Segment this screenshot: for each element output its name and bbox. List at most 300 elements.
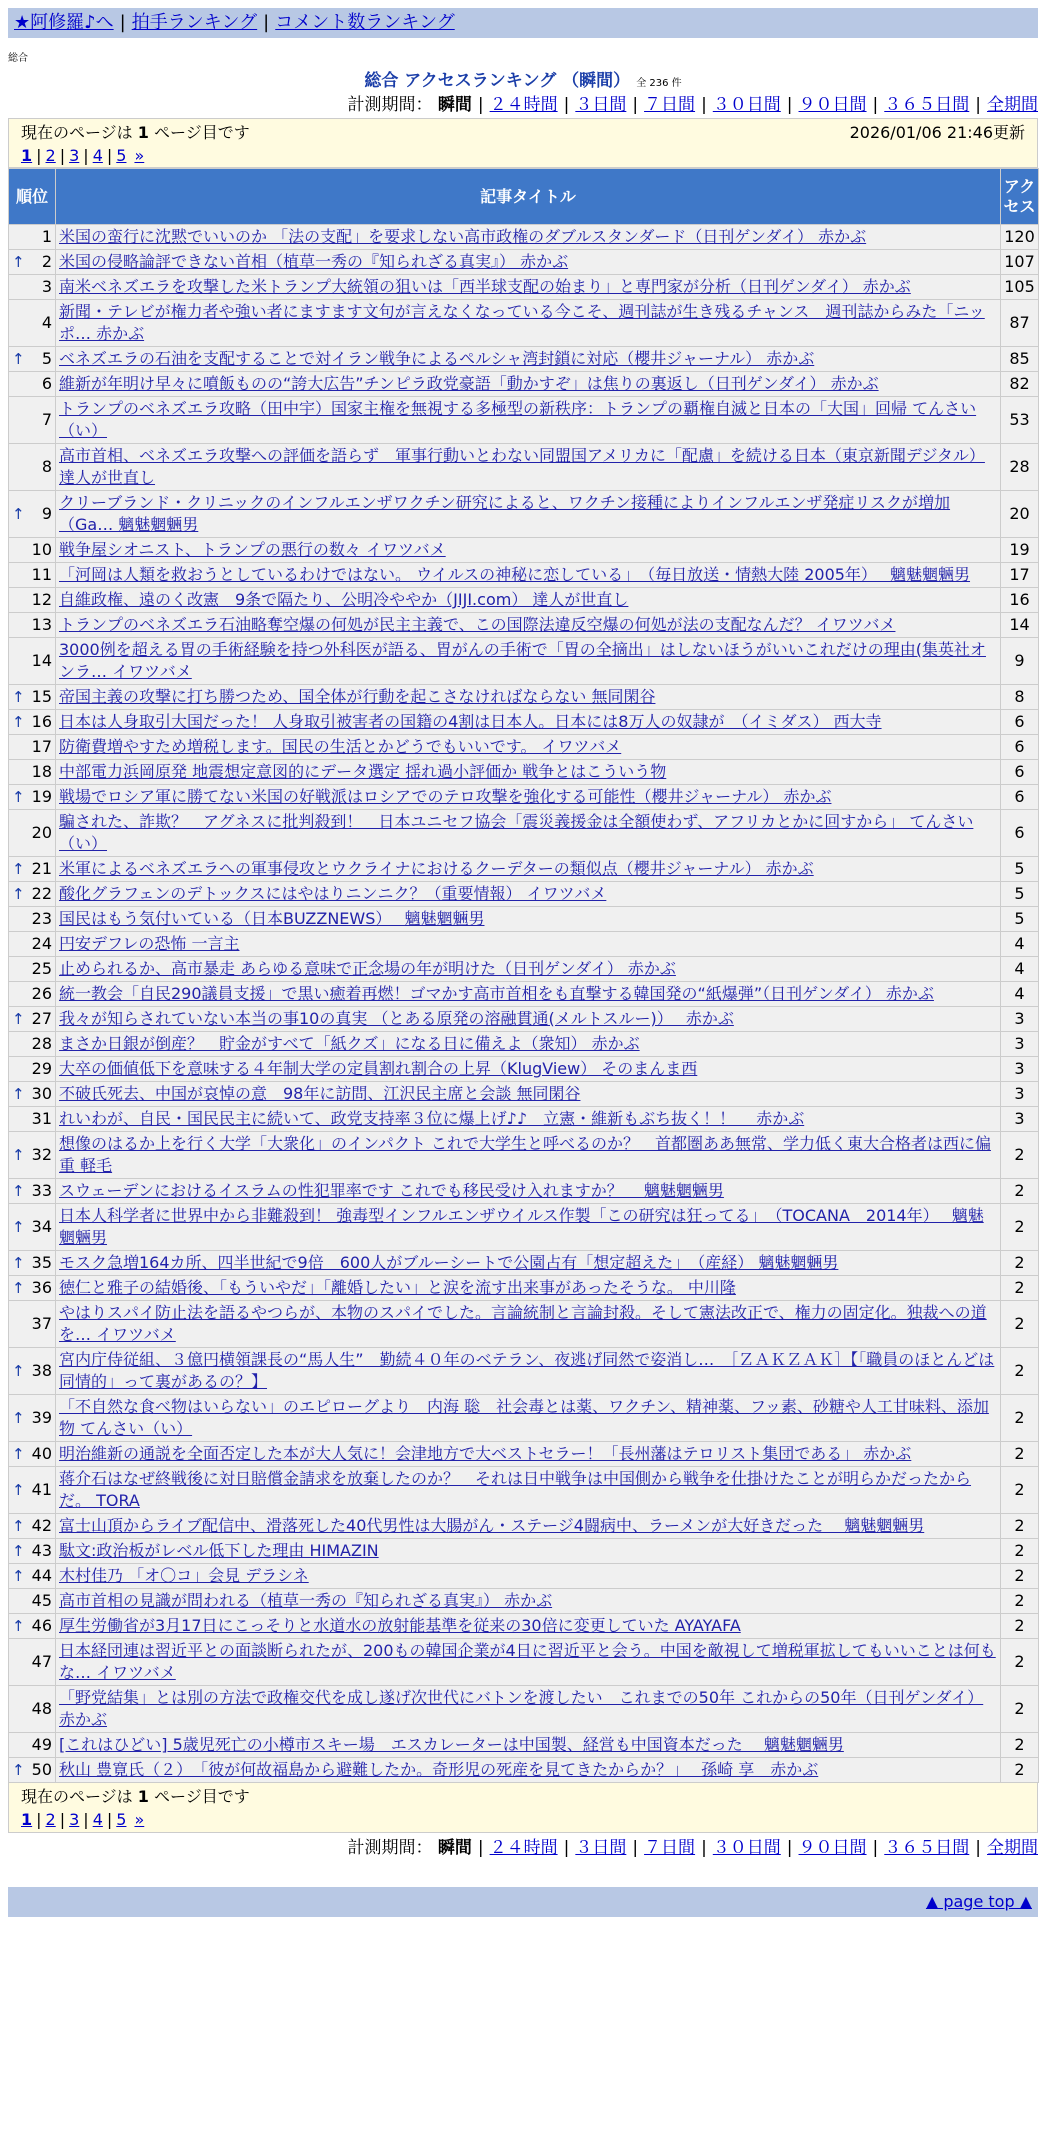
pager-page-3[interactable]: 3 <box>69 1810 80 1829</box>
article-link[interactable]: やはりスパイ防止法を語るやつらが、本物のスパイでした。言論統制と言論封殺。そして憲法改正で、権力の固定化。独裁への道を… イワツバメ <box>59 1303 987 1344</box>
rank-cell <box>9 397 56 444</box>
rank-cell <box>9 932 56 957</box>
table-row <box>9 1442 1039 1467</box>
access-count: 2 <box>1001 1589 1039 1614</box>
article-link[interactable]: 日本経団連は習近平との面談断られたが、200もの韓国企業が4日に習近平と会う。中国を敵視して増税軍拡してもいいことは何もな… イワツバメ <box>59 1641 996 1682</box>
article-link[interactable]: 秋山 豊寛氏（２） 「彼が何故福島から避難したか。奇形児の死産を見てきたからか？」 孫崎 享 赤かぶ <box>59 1760 819 1779</box>
title-cell <box>56 347 1001 372</box>
rank-number: 31 <box>31 1109 52 1128</box>
rank-number: 4 <box>41 313 52 332</box>
rank-cell <box>9 1107 56 1132</box>
rank-number: 47 <box>31 1652 52 1671</box>
period-link-365d[interactable]: ３６５日間 <box>884 95 970 115</box>
pager-page-1[interactable]: 1 <box>21 1810 33 1829</box>
page-top-link[interactable]: ▲ page top ▲ <box>925 1892 1032 1911</box>
rank-cell <box>9 300 56 347</box>
title-cell <box>56 1007 1001 1032</box>
table-row <box>9 250 1039 275</box>
rank-cell <box>9 372 56 397</box>
pager-page-4[interactable]: 4 <box>92 1810 103 1829</box>
rank-up-arrow-icon: ↑ <box>12 1567 25 1585</box>
rank-up-arrow-icon: ↑ <box>12 1761 25 1779</box>
table-row <box>9 444 1039 491</box>
access-count: 2 <box>1001 1467 1039 1514</box>
period-link-90d[interactable]: ９０日間 <box>798 1838 867 1858</box>
article-link[interactable]: ベネズエラの石油を支配することで対イラン戦争によるペルシャ湾封鎖に対応（櫻井ジャーナル） 赤かぶ <box>59 349 815 368</box>
rank-number: 38 <box>31 1361 52 1380</box>
title-cell <box>56 1251 1001 1276</box>
rank-number: 11 <box>31 565 52 584</box>
article-link[interactable]: 国民はもう気付いている（日本BUZZNEWS） 魑魅魍魎男 <box>59 909 485 928</box>
pager-bottom: 1 | 2 | 3 | 4 | 5 » <box>21 1810 145 1829</box>
rank-cell <box>9 1733 56 1758</box>
rank-cell <box>9 1639 56 1686</box>
access-count: 4 <box>1001 982 1039 1007</box>
rank-number: 12 <box>31 590 52 609</box>
title-cell <box>56 1032 1001 1057</box>
article-link[interactable]: 明治維新の通説を全面否定した本が大人気に！会津地方で大ベストセラー！「長州藩はテロリスト集団である」 赤かぶ <box>59 1444 912 1463</box>
header-rank: 順位 <box>9 169 56 225</box>
rank-up-arrow-icon: ↑ <box>12 788 25 806</box>
rank-up-arrow-icon: ↑ <box>12 860 25 878</box>
ranking-table-body <box>9 225 1039 1783</box>
title-cell <box>56 397 1001 444</box>
rank-number: 26 <box>31 984 52 1003</box>
access-count: 14 <box>1001 613 1039 638</box>
rank-cell <box>9 1348 56 1395</box>
nav-link-asyura[interactable]: ★阿修羅♪へ <box>14 12 114 33</box>
pager-next[interactable]: » <box>134 146 145 165</box>
article-link[interactable]: 円安デフレの恐怖 一言主 <box>59 934 240 953</box>
rank-number: 49 <box>31 1735 52 1754</box>
rank-number: 43 <box>31 1541 52 1560</box>
rank-cell <box>9 613 56 638</box>
table-row <box>9 1686 1039 1733</box>
rank-cell <box>9 1539 56 1564</box>
rank-cell <box>9 638 56 685</box>
header-title: 記事タイトル <box>56 169 1001 225</box>
access-count: 2 <box>1001 1539 1039 1564</box>
period-link-90d[interactable]: ９０日間 <box>798 95 867 115</box>
period-link-3d[interactable]: ３日間 <box>575 95 627 115</box>
period-link-30d[interactable]: ３０日間 <box>712 95 781 115</box>
rank-number: 7 <box>41 410 52 429</box>
total-count: 全 236 件 <box>636 78 682 89</box>
rank-cell <box>9 685 56 710</box>
rank-number: 36 <box>31 1278 52 1297</box>
article-link[interactable]: 富士山頂からライブ配信中、滑落死した40代男性は大腸がん・ステージ4闘病中、ラーメンが大好きだった 魑魅魍魎男 <box>59 1516 925 1535</box>
article-link[interactable]: 止められるか、高市暴走 あらゆる意味で正念場の年が明けた（日刊ゲンダイ） 赤かぶ <box>59 959 676 978</box>
title-cell <box>56 563 1001 588</box>
title-cell <box>56 1276 1001 1301</box>
title-cell <box>56 1733 1001 1758</box>
access-count: 2 <box>1001 1639 1039 1686</box>
rank-number: 40 <box>31 1444 52 1463</box>
rank-cell <box>9 1007 56 1032</box>
access-count: 2 <box>1001 1395 1039 1442</box>
access-count: 3 <box>1001 1107 1039 1132</box>
access-count: 2 <box>1001 1276 1039 1301</box>
access-count: 2 <box>1001 1564 1039 1589</box>
rank-up-arrow-icon: ↑ <box>12 885 25 903</box>
access-count: 3 <box>1001 1032 1039 1057</box>
title-cell <box>56 710 1001 735</box>
title-cell <box>56 1514 1001 1539</box>
rank-cell <box>9 735 56 760</box>
article-link[interactable]: 騙された、詐欺？ アグネスに批判殺到！ 日本ユニセフ協会「震災義援金は全額使わず、アフリカとかに回すから」 てんさい（い） <box>59 812 974 853</box>
rank-up-arrow-icon: ↑ <box>12 1617 25 1635</box>
title-cell <box>56 491 1001 538</box>
title-cell <box>56 932 1001 957</box>
title-cell <box>56 372 1001 397</box>
title-cell <box>56 1348 1001 1395</box>
rank-up-arrow-icon: ↑ <box>12 1517 25 1535</box>
rank-cell <box>9 1564 56 1589</box>
table-row <box>9 1348 1039 1395</box>
access-count: 6 <box>1001 810 1039 857</box>
rank-up-arrow-icon: ↑ <box>12 688 25 706</box>
pager-page-2[interactable]: 2 <box>45 146 56 165</box>
access-count: 82 <box>1001 372 1039 397</box>
access-count: 105 <box>1001 275 1039 300</box>
article-link[interactable]: トランプのベネズエラ攻略（田中宇）国家主権を無視する多極型の新秩序：トランプの覇権自滅と日本の「大国」回帰 てんさい（い） <box>59 399 977 440</box>
rank-cell <box>9 882 56 907</box>
rank-number: 21 <box>31 859 52 878</box>
rank-number: 5 <box>41 349 52 368</box>
pager-page-5[interactable]: 5 <box>116 146 127 165</box>
article-link[interactable]: 自維政権、遠のく改憲 9条で隔たり、公明冷ややか（JIJI.com） 達人が世直し <box>59 590 629 609</box>
article-link[interactable]: 不破氏死去、中国が哀悼の意 98年に訪問、江沢民主席と会談 無同閑谷 <box>59 1084 581 1103</box>
table-row <box>9 491 1039 538</box>
table-row <box>9 275 1039 300</box>
page-info-top <box>8 118 1038 168</box>
article-link[interactable]: 3000例を超える胃の手術経験を持つ外科医が語る、胃がんの手術で「胃の全摘出」はしないほうがいいこれだけの理由(集英社オンラ… イワツバメ <box>59 640 986 681</box>
article-link[interactable]: 宮内庁侍従組、３億円横領課長の“馬人生” 勤続４０年のベテラン、夜逃げ同然で姿消し… ［ＺＡＫＺＡＫ］【「職員のほとんどは同情的」って裏があるの？】 <box>59 1350 995 1391</box>
title-cell <box>56 760 1001 785</box>
access-count: 3 <box>1001 1057 1039 1082</box>
access-count: 5 <box>1001 882 1039 907</box>
table-row <box>9 1589 1039 1614</box>
pager-page-3[interactable]: 3 <box>69 146 80 165</box>
article-link[interactable]: 米国の蛮行に沈黙でいいのか 「法の支配」を要求しない高市政権のダブルスタンダード（日刊ゲンダイ） 赤かぶ <box>59 227 867 246</box>
period-current: 瞬間 <box>437 95 472 115</box>
rank-cell <box>9 538 56 563</box>
access-count: 2 <box>1001 1301 1039 1348</box>
rank-number: 6 <box>41 374 52 393</box>
rank-number: 37 <box>31 1314 52 1333</box>
rank-cell <box>9 1251 56 1276</box>
table-row <box>9 613 1039 638</box>
access-count: 8 <box>1001 685 1039 710</box>
period-selector-top: 計測期間： 瞬間 | ２４時間 | ３日間 | ７日間 | ３０日間 | ９０日間 | ３６５日間 | 全期間 <box>347 95 1038 115</box>
article-link[interactable]: 我々が知らされていない本当の事10の真実 （とある原発の溶融貫通(メルトスルー)） 赤かぶ <box>59 1009 734 1028</box>
article-link[interactable]: 維新が年明け早々に噴飯ものの“誇大広告”チンピラ政党豪語「動かすぞ」は焦りの裏返し（日刊ゲンダイ） 赤かぶ <box>59 374 879 393</box>
rank-cell <box>9 1467 56 1514</box>
article-link[interactable]: 帝国主義の攻撃に打ち勝つため、国全体が行動を起こさなければならない 無同閑谷 <box>59 687 656 706</box>
rank-up-arrow-icon: ↑ <box>12 350 25 368</box>
rank-number: 42 <box>31 1516 52 1535</box>
rank-number: 30 <box>31 1084 52 1103</box>
table-row <box>9 760 1039 785</box>
access-count: 2 <box>1001 1179 1039 1204</box>
article-link[interactable]: 統一教会「自民290議員支援」で黒い癒着再燃！ゴマかす高市首相をも直撃する韓国発の“紙爆弾”（日刊ゲンダイ） 赤かぶ <box>59 984 934 1003</box>
rank-up-arrow-icon: ↑ <box>12 1146 25 1164</box>
rank-cell <box>9 907 56 932</box>
page-info-bottom <box>8 1783 1038 1833</box>
article-link[interactable]: 日本人科学者に世界中から非難殺到！ 強毒型インフルエンザウイルス作製「この研究は狂ってる」 （TOCANA 2014年） 魑魅魍魎男 <box>59 1206 984 1247</box>
rank-number: 45 <box>31 1591 52 1610</box>
article-link[interactable]: 南米ベネズエラを攻撃した米トランプ大統領の狙いは「西半球支配の始まり」と専門家が分析（日刊ゲンダイ） 赤かぶ <box>59 277 911 296</box>
table-row <box>9 982 1039 1007</box>
table-row <box>9 710 1039 735</box>
title-cell <box>56 1301 1001 1348</box>
article-link[interactable]: [これはひどい] 5歳児死亡の小樽市スキー場 エスカレーターは中国製、経営も中国資本だった 魑魅魍魎男 <box>59 1735 844 1754</box>
table-row <box>9 1614 1039 1639</box>
rank-up-arrow-icon: ↑ <box>12 1254 25 1272</box>
article-link[interactable]: 米国の侵略論評できない首相（植草一秀の『知られざる真実』） 赤かぶ <box>59 252 569 271</box>
header-access: アクセス <box>1001 169 1039 225</box>
access-count: 2 <box>1001 1251 1039 1276</box>
article-link[interactable]: 戦場でロシア軍に勝てない米国の好戦派はロシアでのテロ攻撃を強化する可能性（櫻井ジャーナル） 赤かぶ <box>59 787 832 806</box>
access-count: 17 <box>1001 563 1039 588</box>
title-cell <box>56 1057 1001 1082</box>
period-link-24h[interactable]: ２４時間 <box>489 1838 558 1858</box>
rank-number: 24 <box>31 934 52 953</box>
rank-number: 29 <box>31 1059 52 1078</box>
article-link[interactable]: まさか日銀が倒産？ 貯金がすべて「紙クズ」になる日に備えよ（衆知） 赤かぶ <box>59 1034 640 1053</box>
rank-up-arrow-icon: ↑ <box>12 1542 25 1560</box>
access-count: 2 <box>1001 1348 1039 1395</box>
table-row <box>9 1564 1039 1589</box>
access-count: 6 <box>1001 735 1039 760</box>
table-row <box>9 735 1039 760</box>
access-count: 2 <box>1001 1514 1039 1539</box>
title-cell <box>56 1107 1001 1132</box>
access-count: 2 <box>1001 1614 1039 1639</box>
period-link-7d[interactable]: ７日間 <box>644 95 696 115</box>
rank-cell <box>9 760 56 785</box>
rank-number: 28 <box>31 1034 52 1053</box>
page-title: 総合 アクセスランキング （瞬間） <box>364 71 631 91</box>
table-row <box>9 225 1039 250</box>
ranking-heading <box>8 70 1038 92</box>
table-row <box>9 563 1039 588</box>
access-count: 20 <box>1001 491 1039 538</box>
access-count: 5 <box>1001 857 1039 882</box>
rank-number: 10 <box>31 540 52 559</box>
article-link[interactable]: スウェーデンにおけるイスラムの性犯罪率です これでも移民受け入れますか？ 魑魅魍魎男 <box>59 1181 724 1200</box>
title-cell <box>56 250 1001 275</box>
access-count: 2 <box>1001 1686 1039 1733</box>
pager-page-5[interactable]: 5 <box>116 1810 127 1829</box>
article-link[interactable]: 米軍によるベネズエラへの軍事侵攻とウクライナにおけるクーデターの類似点（櫻井ジャーナル） 赤かぶ <box>59 859 814 878</box>
rank-number: 14 <box>31 651 52 670</box>
access-count: 2 <box>1001 1204 1039 1251</box>
nav-link-comment-ranking[interactable]: コメント数ランキング <box>275 12 455 33</box>
rank-number: 50 <box>31 1760 52 1779</box>
access-count: 4 <box>1001 932 1039 957</box>
access-count: 16 <box>1001 588 1039 613</box>
period-selector-bottom: 計測期間： 瞬間 | ２４時間 | ３日間 | ７日間 | ３０日間 | ９０日間 | ３６５日間 | 全期間 <box>347 1838 1038 1858</box>
rank-cell <box>9 1758 56 1783</box>
rank-cell <box>9 1614 56 1639</box>
current-page-text-bottom: 現在のページは 1 ページ目です <box>21 1787 250 1806</box>
title-cell <box>56 225 1001 250</box>
updated-timestamp: 2026/01/06 21:46更新 <box>849 123 1025 142</box>
article-link[interactable]: 中部電力浜岡原発 地震想定意図的にデータ選定 揺れ過小評価か 戦争とはこういう物 <box>59 762 667 781</box>
rank-up-arrow-icon: ↑ <box>12 505 25 523</box>
bottom-bar <box>8 1887 1038 1917</box>
title-cell <box>56 588 1001 613</box>
title-cell <box>56 1686 1001 1733</box>
nav-separator: | <box>263 12 270 33</box>
rank-cell <box>9 444 56 491</box>
article-link[interactable]: 厚生労働省が3月17日にこっそりと水道水の放射能基準を従来の30倍に変更していた AYAYAFA <box>59 1616 741 1635</box>
article-link[interactable]: 木村佳乃 「オ〇コ」会見 デラシネ <box>59 1566 309 1585</box>
table-row <box>9 685 1039 710</box>
table-row <box>9 1276 1039 1301</box>
period-link-all[interactable]: 全期間 <box>987 1838 1038 1858</box>
category-label: 総合 <box>8 53 28 64</box>
article-link[interactable]: 日本は人身取引大国だった！ 人身取引被害者の国籍の4割は日本人。日本には8万人の奴隷が （イミダス） 西大寺 <box>59 712 882 731</box>
pager-top: 1 | 2 | 3 | 4 | 5 » <box>21 146 145 165</box>
rank-number: 19 <box>31 787 52 806</box>
article-link[interactable]: 想像のはるか上を行く大学「大衆化」のインパクト これで大学生と呼べるのか？ 首都圏ああ無常、学力低く東大合格者は西に偏重 軽毛 <box>59 1134 991 1175</box>
article-link[interactable]: トランプのベネズエラ石油略奪空爆の何処が民主主義で、この国際法違反空爆の何処が法の支配なんだ？ イワツバメ <box>59 615 896 634</box>
rank-cell <box>9 588 56 613</box>
title-cell <box>56 1442 1001 1467</box>
rank-up-arrow-icon: ↑ <box>12 1445 25 1463</box>
nav-link-applause-ranking[interactable]: 拍手ランキング <box>131 12 258 33</box>
period-link-7d[interactable]: ７日間 <box>644 1838 696 1858</box>
rank-number: 33 <box>31 1181 52 1200</box>
rank-cell <box>9 710 56 735</box>
rank-number: 48 <box>31 1699 52 1718</box>
table-row <box>9 1132 1039 1179</box>
table-row <box>9 372 1039 397</box>
access-count: 53 <box>1001 397 1039 444</box>
table-row <box>9 1032 1039 1057</box>
rank-cell <box>9 857 56 882</box>
rank-cell <box>9 1301 56 1348</box>
rank-cell <box>9 785 56 810</box>
access-count: 4 <box>1001 957 1039 982</box>
rank-up-arrow-icon: ↑ <box>12 1409 25 1427</box>
title-cell <box>56 1564 1001 1589</box>
access-count: 2 <box>1001 1442 1039 1467</box>
title-cell <box>56 857 1001 882</box>
rank-cell <box>9 250 56 275</box>
article-link[interactable]: 酸化グラフェンのデトックスにはやはりニンニク？（重要情報） イワツバメ <box>59 884 607 903</box>
period-link-24h[interactable]: ２４時間 <box>489 95 558 115</box>
title-cell <box>56 300 1001 347</box>
access-count: 6 <box>1001 760 1039 785</box>
table-row <box>9 1057 1039 1082</box>
article-link[interactable]: 「野党結集」とは別の方法で政権交代を成し遂げ次世代にバトンを渡したい これまでの50年 これからの50年（日刊ゲンダイ） 赤かぶ <box>59 1688 984 1729</box>
rank-number: 13 <box>31 615 52 634</box>
rank-up-arrow-icon: ↑ <box>12 253 25 271</box>
rank-up-arrow-icon: ↑ <box>12 1218 25 1236</box>
title-cell <box>56 735 1001 760</box>
article-link[interactable]: 大卒の価値低下を意味する４年制大学の定員割れ割合の上昇（KlugView） そのまんま西 <box>59 1059 698 1078</box>
table-row <box>9 1639 1039 1686</box>
article-link[interactable]: 「河岡は人類を救おうとしているわけではない。 ウイルスの神秘に恋している」 （毎日放送・情熱大陸 2005年） 魑魅魍魎男 <box>59 565 971 584</box>
access-count: 6 <box>1001 785 1039 810</box>
period-link-all[interactable]: 全期間 <box>987 95 1038 115</box>
title-cell <box>56 982 1001 1007</box>
article-link[interactable]: 「不自然な食べ物はいらない」のエピローグより 内海 聡 社会毒とは薬、ワクチン、精神薬、フッ素、砂糖や人工甘味料、添加物 てんさい（い） <box>59 1397 989 1438</box>
table-row <box>9 857 1039 882</box>
rank-number: 34 <box>31 1217 52 1236</box>
access-count: 3 <box>1001 1007 1039 1032</box>
title-cell <box>56 685 1001 710</box>
table-row <box>9 1467 1039 1514</box>
period-link-30d[interactable]: ３０日間 <box>712 1838 781 1858</box>
table-row <box>9 300 1039 347</box>
article-link[interactable]: モスク急増164カ所、四半世紀で9倍 600人がブルーシートで公園占有「想定超えた」 （産経） 魑魅魍魎男 <box>59 1253 839 1272</box>
rank-cell <box>9 957 56 982</box>
table-header-row <box>9 169 1039 225</box>
article-link[interactable]: 駄文:政治板がレベル低下した理由 HIMAZIN <box>59 1541 379 1560</box>
rank-number: 1 <box>41 227 52 246</box>
rank-number: 16 <box>31 712 52 731</box>
rank-cell <box>9 1179 56 1204</box>
pager-next[interactable]: » <box>134 1810 145 1829</box>
period-link-365d[interactable]: ３６５日間 <box>884 1838 970 1858</box>
title-cell <box>56 1589 1001 1614</box>
period-link-3d[interactable]: ３日間 <box>575 1838 627 1858</box>
rank-cell <box>9 810 56 857</box>
table-row <box>9 785 1039 810</box>
title-cell <box>56 1204 1001 1251</box>
access-count: 87 <box>1001 300 1039 347</box>
article-link[interactable]: れいわが、自民・国民民主に続いて、政党支持率３位に爆上げ♪♪ 立憲・維新もぶち抜く！！ 赤かぶ <box>59 1109 805 1128</box>
article-link[interactable]: 戦争屋シオニスト、トランプの悪行の数々 イワツバメ <box>59 540 446 559</box>
rank-number: 9 <box>41 504 52 523</box>
title-cell <box>56 907 1001 932</box>
pager-page-2[interactable]: 2 <box>45 1810 56 1829</box>
access-count: 2 <box>1001 1758 1039 1783</box>
article-link[interactable]: 徳仁と雅子の結婚後、「もういやだ」「離婚したい」と涙を流す出来事があったそうな。 中川隆 <box>59 1278 736 1297</box>
access-count: 19 <box>1001 538 1039 563</box>
article-link[interactable]: 高市首相、ベネズエラ攻撃への評価を語らず 軍事行動いとわない同盟国アメリカに「配慮」を続ける日本（東京新聞デジタル） 達人が世直し <box>59 446 985 487</box>
rank-cell <box>9 1032 56 1057</box>
title-cell <box>56 444 1001 491</box>
table-row <box>9 1733 1039 1758</box>
nav-separator: | <box>119 12 126 33</box>
article-link[interactable]: 防衛費増やすため増税します。国民の生活とかどうでもいいです。 イワツバメ <box>59 737 622 756</box>
article-link[interactable]: 蒋介石はなぜ終戦後に対日賠償金請求を放棄したのか？ それは日中戦争は中国側から戦争を仕掛けたことが明らかだったからだ。 TORA <box>59 1469 972 1510</box>
article-link[interactable]: クリーブランド・クリニックのインフルエンザワクチン研究によると、ワクチン接種によりインフルエンザ発症リスクが増加（Ga… 魑魅魍魎男 <box>59 493 951 534</box>
article-link[interactable]: 新聞・テレビが権力者や強い者にますます文句が言えなくなっている今こそ、週刊誌が生き残るチャンス 週刊誌からみた「ニッポ… 赤かぶ <box>59 302 985 343</box>
table-row <box>9 1539 1039 1564</box>
table-row <box>9 638 1039 685</box>
rank-cell <box>9 1589 56 1614</box>
rank-number: 15 <box>31 687 52 706</box>
pager-page-1[interactable]: 1 <box>21 146 33 165</box>
rank-up-arrow-icon: ↑ <box>12 1085 25 1103</box>
table-row <box>9 1514 1039 1539</box>
rank-number: 41 <box>31 1480 52 1499</box>
pager-page-4[interactable]: 4 <box>92 146 103 165</box>
rank-cell <box>9 1686 56 1733</box>
access-count: 6 <box>1001 710 1039 735</box>
rank-cell <box>9 1057 56 1082</box>
current-page-text: 現在のページは 1 ページ目です <box>21 123 250 142</box>
article-link[interactable]: 高市首相の見識が問われる（植草一秀の『知られざる真実』） 赤かぶ <box>59 1591 553 1610</box>
rank-cell <box>9 275 56 300</box>
title-cell <box>56 275 1001 300</box>
